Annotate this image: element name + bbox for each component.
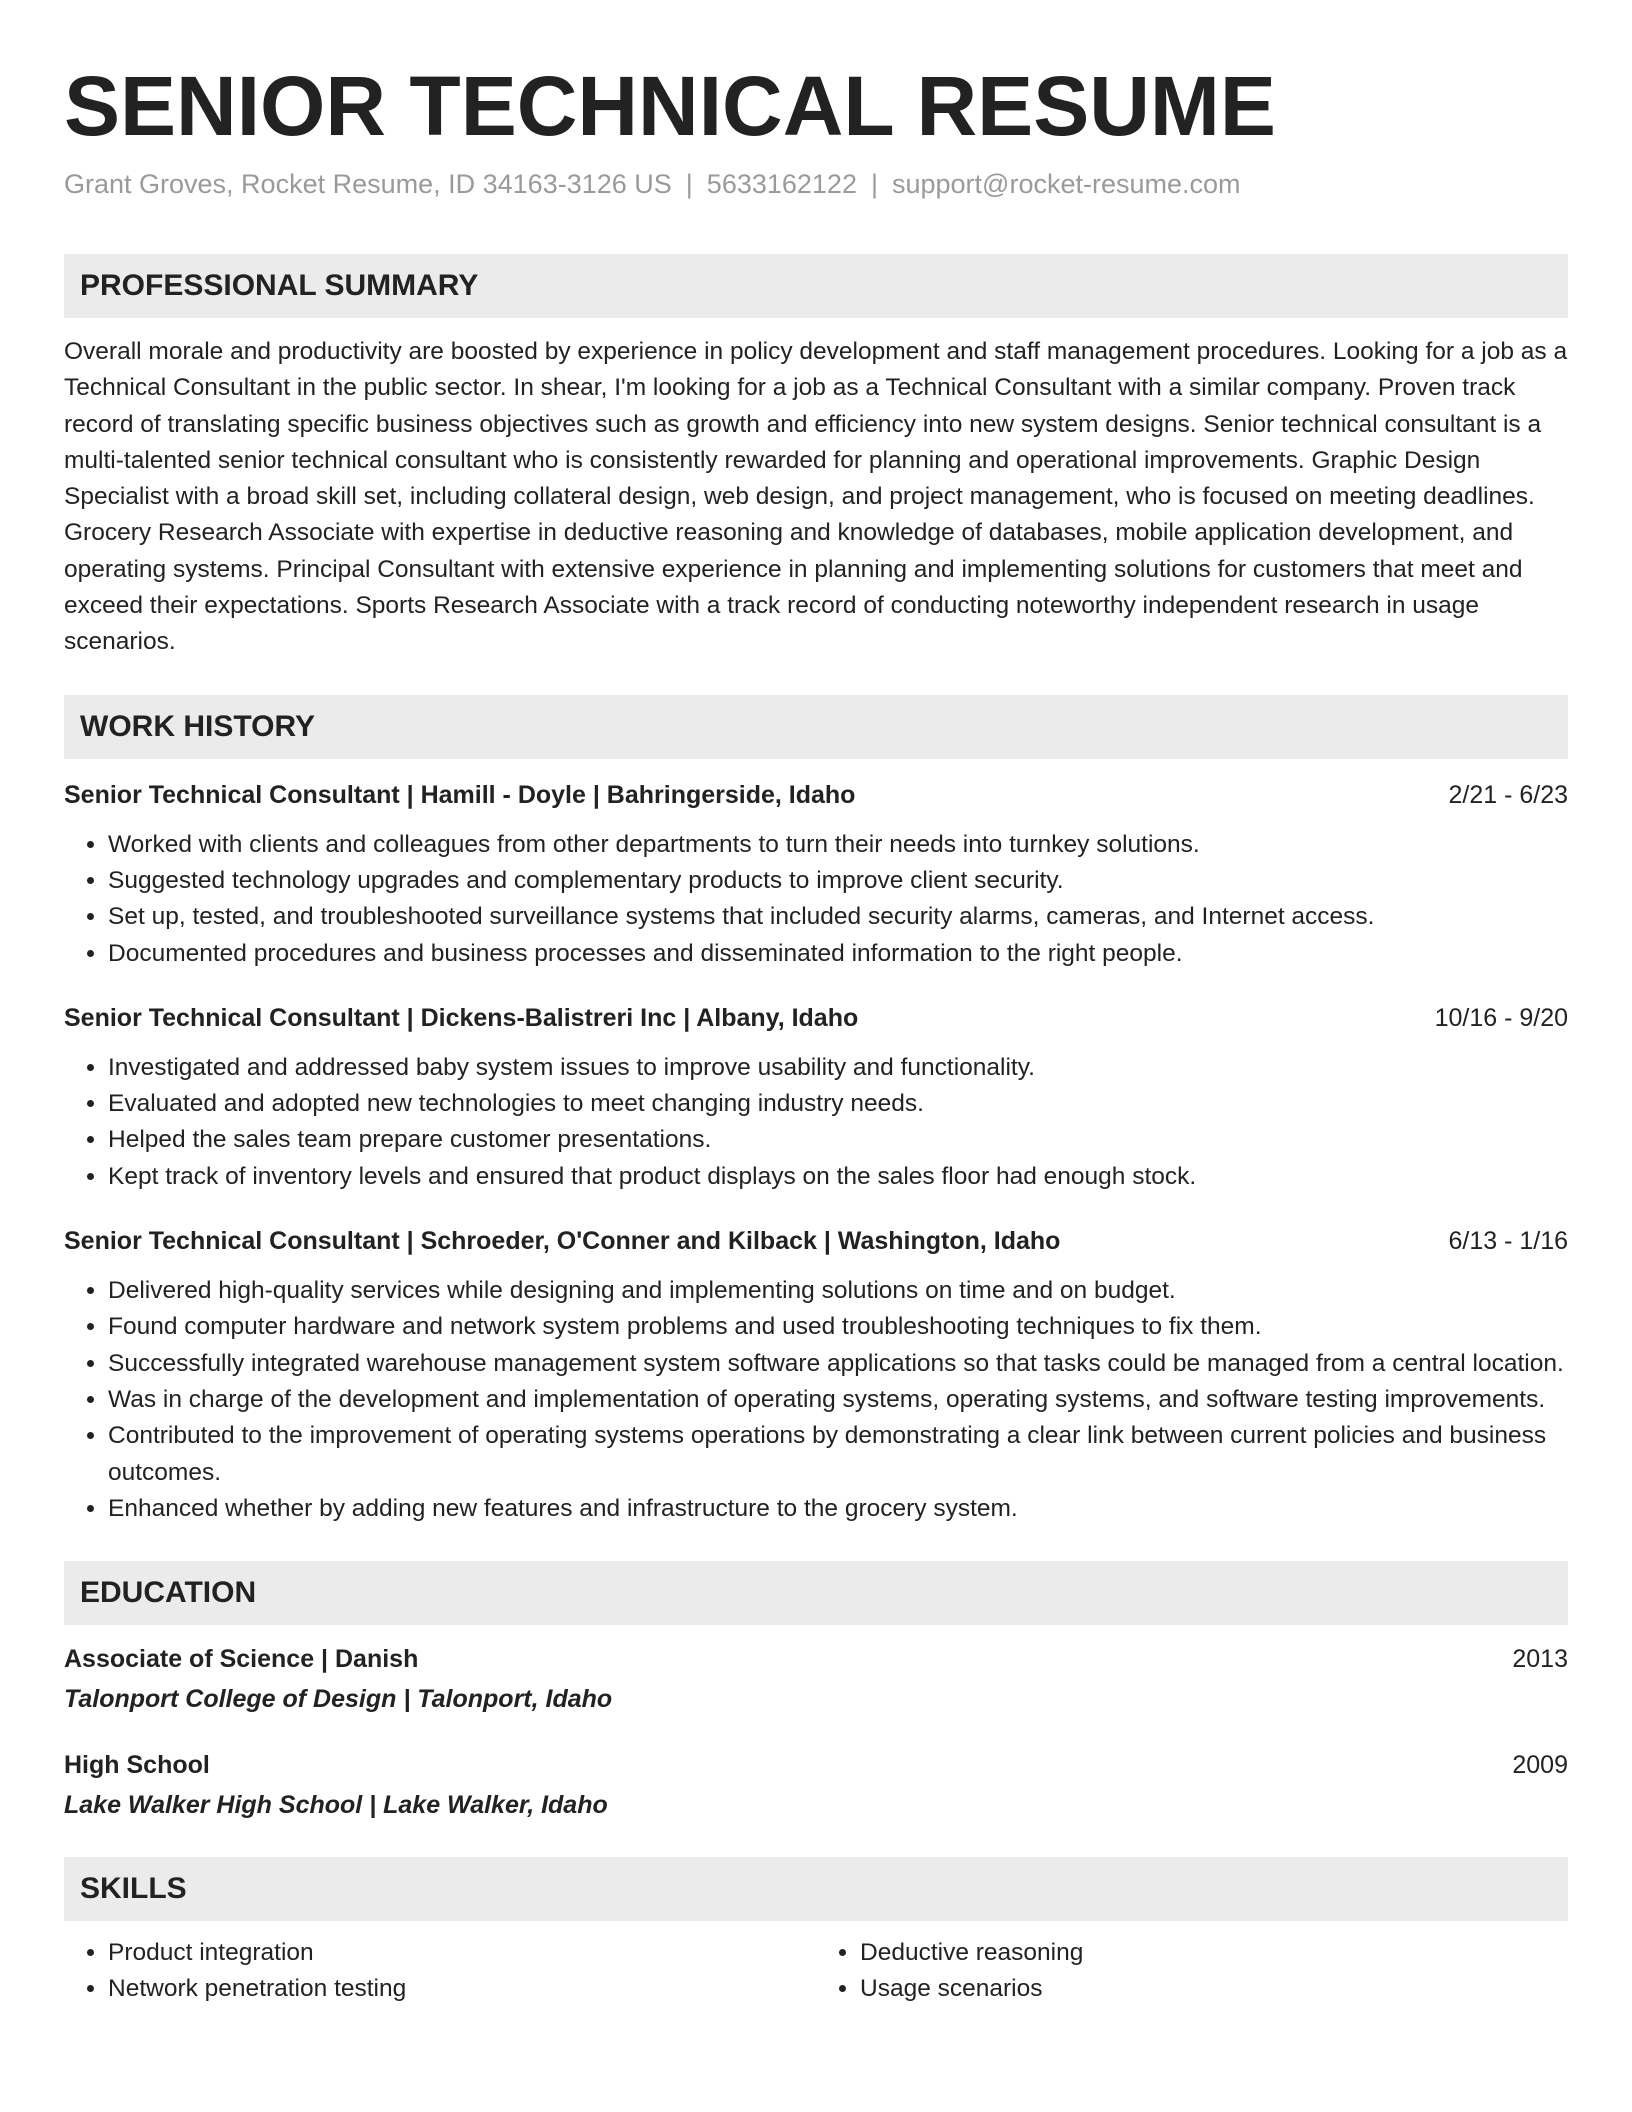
list-item: • Successfully integrated warehouse management system software applications so that tasks could be managed from a central location. <box>108 1346 1568 1382</box>
education-entry <box>64 1641 1568 1717</box>
skills-list <box>64 1935 1568 2008</box>
list-item: • Contributed to the improvement of operating systems operations by demonstrating a clear link between current policies and business outcomes. <box>108 1418 1568 1491</box>
list-item: • Deductive reasoning <box>860 1935 1568 1971</box>
section-header-education <box>64 1561 1568 1625</box>
contact-line <box>64 166 1568 202</box>
job-entry <box>64 777 1568 972</box>
section-header-summary <box>64 254 1568 318</box>
list-item: • Helped the sales team prepare customer presentations. <box>108 1122 1568 1158</box>
resume-title: SENIOR TECHNICAL RESUME <box>64 59 1276 153</box>
job-dates: 6/13 - 1/16 <box>1448 1227 1568 1256</box>
section-heading: EDUCATION <box>80 1576 257 1610</box>
job-bullets <box>64 1273 1568 1527</box>
job-title: Senior Technical Consultant | Schroeder, O'Conner and Kilback | Washington, Idaho <box>64 1227 1061 1256</box>
education-school: Lake Walker High School | Lake Walker, Idaho <box>64 1791 608 1820</box>
skills-column-left <box>64 1935 816 2008</box>
section-heading: WORK HISTORY <box>80 709 316 743</box>
section-header-work <box>64 695 1568 759</box>
list-item: • Investigated and addressed baby system issues to improve usability and functionality. <box>108 1050 1568 1086</box>
contact-separator: | <box>685 169 693 199</box>
education-degree: High School <box>64 1751 210 1780</box>
section-heading: SKILLS <box>80 1872 187 1906</box>
education-year: 2013 <box>1512 1645 1568 1674</box>
job-dates: 10/16 - 9/20 <box>1434 1003 1568 1032</box>
summary-text: Overall morale and productivity are boosted by experience in policy development and staff management procedures. Looking for a job as a Technical Consultant in the public sector. In shear, I'm looking for a job as a Technical Consultant with a similar company. Proven track record of translating specific business objectives such as growth and efficiency into new system designs. Senior technical consultant is a multi-talented senior technical consultant who is consistently rewarded for planning and operational improvements. Graphic Design Specialist with a broad skill set, including collateral design, web design, and project management, who is focused on meeting deadlines. Grocery Research Associate with expertise in deductive reasoning and knowledge of databases, mobile application development, and operating systems. Principal Consultant with extensive experience in planning and implementing solutions for customers that meet and exceed their expectations. Sports Research Associate with a track record of conducting noteworthy independent research in usage scenarios. <box>64 338 1568 656</box>
list-item: • Kept track of inventory levels and ensured that product displays on the sales floor had enough stock. <box>108 1159 1568 1195</box>
education-degree: Associate of Science | Danish <box>64 1645 419 1674</box>
list-item: • Was in charge of the development and implementation of operating systems, operating systems, and software testing improvements. <box>108 1382 1568 1418</box>
list-item: • Delivered high-quality services while designing and implementing solutions on time and on budget. <box>108 1273 1568 1309</box>
section-header-skills <box>64 1857 1568 1921</box>
contact-address: Grant Groves, Rocket Resume, ID 34163-3126 US <box>64 169 672 199</box>
list-item: • Documented procedures and business processes and disseminated information to the right people. <box>108 936 1568 972</box>
job-dates: 2/21 - 6/23 <box>1448 780 1568 809</box>
list-item: • Found computer hardware and network system problems and used troubleshooting techniques to fix them. <box>108 1309 1568 1345</box>
list-item: • Enhanced whether by adding new features and infrastructure to the grocery system. <box>108 1491 1568 1527</box>
list-item: • Network penetration testing <box>108 1971 816 2007</box>
job-entry <box>64 1223 1568 1527</box>
contact-email: support@rocket-resume.com <box>891 169 1241 199</box>
skills-column-right <box>816 1935 1568 2008</box>
contact-phone: 5633162122 <box>706 169 857 199</box>
list-item: • Suggested technology upgrades and complementary products to improve client security. <box>108 863 1568 899</box>
list-item: • Worked with clients and colleagues from other departments to turn their needs into turnkey solutions. <box>108 827 1568 863</box>
job-title: Senior Technical Consultant | Hamill - Doyle | Bahringerside, Idaho <box>64 780 856 809</box>
job-title: Senior Technical Consultant | Dickens-Balistreri Inc | Albany, Idaho <box>64 1003 859 1032</box>
list-item: • Evaluated and adopted new technologies to meet changing industry needs. <box>108 1086 1568 1122</box>
resume-page <box>64 56 1568 2008</box>
contact-separator: | <box>870 169 878 199</box>
education-school: Talonport College of Design | Talonport, Idaho <box>64 1685 613 1714</box>
list-item: • Product integration <box>108 1935 816 1971</box>
job-bullets <box>64 827 1568 972</box>
section-heading: PROFESSIONAL SUMMARY <box>80 269 479 302</box>
job-bullets <box>64 1050 1568 1195</box>
job-entry <box>64 1000 1568 1195</box>
education-entry <box>64 1747 1568 1823</box>
list-item: • Set up, tested, and troubleshooted surveillance systems that included security alarms, cameras, and Internet access. <box>108 899 1568 935</box>
education-year: 2009 <box>1512 1751 1568 1780</box>
list-item: • Usage scenarios <box>860 1971 1568 2007</box>
